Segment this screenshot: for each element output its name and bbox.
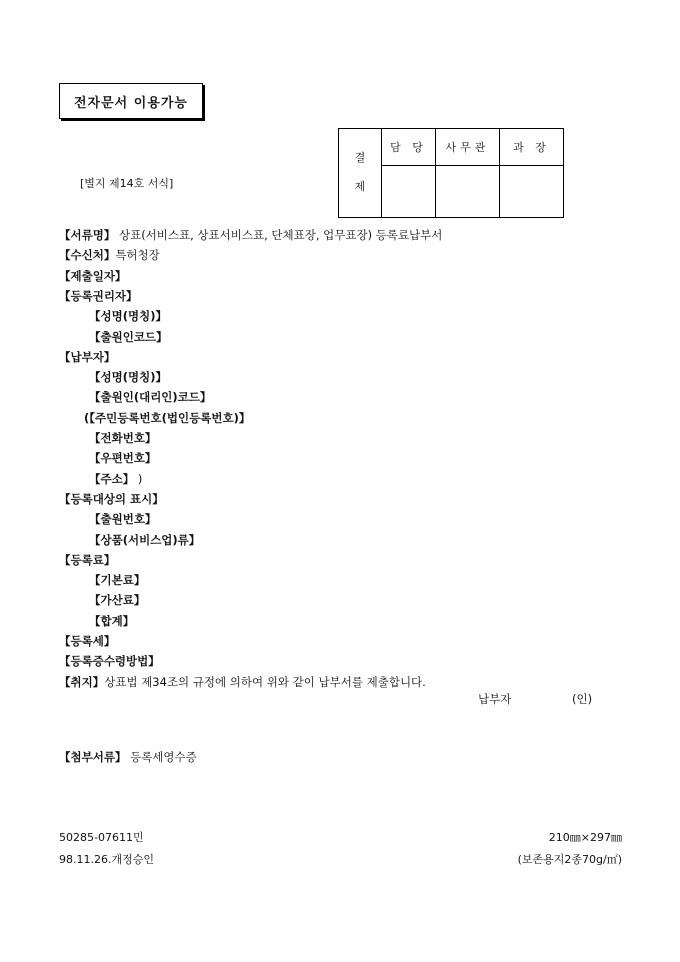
field-label: 【등록증수령방법】 [59,654,160,669]
approval-col-officer: 담 당 [382,129,436,166]
signer-label: 납부자 [478,692,512,706]
approval-box-administrator[interactable] [436,166,500,218]
approval-label [339,129,382,218]
field-label: 【등록료】 [59,552,116,567]
field-value[interactable]: 상표법 제34조의 규정에 의하여 위와 같이 납부서를 제출합니다. [104,674,426,689]
field-row [89,450,156,466]
field-row [59,288,138,304]
field-row [89,511,156,527]
field-value[interactable]: 상표(서비스표, 상표서비스표, 단체표장, 업무표장) 등록료납부서 [115,228,443,242]
field-row [59,268,126,284]
field-row [59,633,115,649]
field-row [89,572,145,588]
paper-size: 210㎜×297㎜ [548,831,622,844]
field-label: 【서류명】 [59,228,116,242]
field-label: (【주민등록번호(법인등록번호)】 [84,410,251,425]
field-row [89,308,167,324]
field-row [89,471,142,487]
field-row [59,247,160,263]
attachment-value: 등록세영수증 [126,750,197,764]
field-row [89,532,200,548]
field-row [89,329,168,345]
field-value[interactable]: ) [134,471,143,486]
form-number: [별지 제14호 서식] [80,177,174,190]
field-label: 【수신처】 [59,248,116,263]
field-label: 【우편번호】 [89,451,157,466]
field-value[interactable]: 특허청장 [115,248,160,263]
field-label: 【상품(서비스업)류】 [89,532,201,547]
form-code: 50285-07611민 [59,831,144,844]
field-row [84,410,250,426]
field-row [59,674,426,690]
field-label: 【성명(명칭)】 [89,370,167,385]
field-label: 【제출일자】 [59,268,127,283]
field-row [59,552,115,568]
paper-type: (보존용지2종70g/㎡) [517,853,622,866]
attachment-label: 【첨부서류】 [59,750,127,764]
approval-col-administrator: 사무관 [436,129,500,166]
approval-date: 98.11.26.개정승인 [59,853,154,866]
field-row [59,653,160,669]
field-label: 【기본료】 [89,573,146,588]
field-label: 【등록대상의 표시】 [59,491,164,506]
field-label: 【취지】 [59,674,105,689]
approval-label-bottom: 제 [354,180,366,193]
field-label: 【합계】 [89,613,135,628]
field-row [59,491,164,507]
seal-mark: (인) [572,692,593,706]
field-label: 【주소】 [89,471,135,486]
field-label: 【전화번호】 [89,431,157,445]
field-row [89,369,167,385]
field-label: 【출원인코드】 [89,329,168,344]
field-label: 【등록세】 [59,634,116,648]
approval-label-top: 결 [354,151,366,165]
field-label: 【출원번호】 [89,512,157,527]
field-row [59,349,115,365]
field-row [89,389,211,405]
field-label: 【등록권리자】 [59,288,138,303]
field-label: 【가산료】 [89,593,146,608]
approval-box-officer[interactable] [382,166,436,218]
approval-table [338,128,564,218]
field-row [59,227,442,243]
field-label: 【성명(명칭)】 [89,309,167,324]
field-label: 【납부자】 [59,349,116,364]
attachment-row [59,749,197,765]
field-row [89,613,134,629]
field-row [89,430,156,446]
approval-box-chief[interactable] [500,166,564,218]
electronic-document-badge: 전자문서 이용가능 [59,83,203,119]
field-row [89,592,145,608]
approval-col-chief: 과 장 [500,129,564,166]
field-label: 【출원인(대리인)코드】 [89,390,212,405]
